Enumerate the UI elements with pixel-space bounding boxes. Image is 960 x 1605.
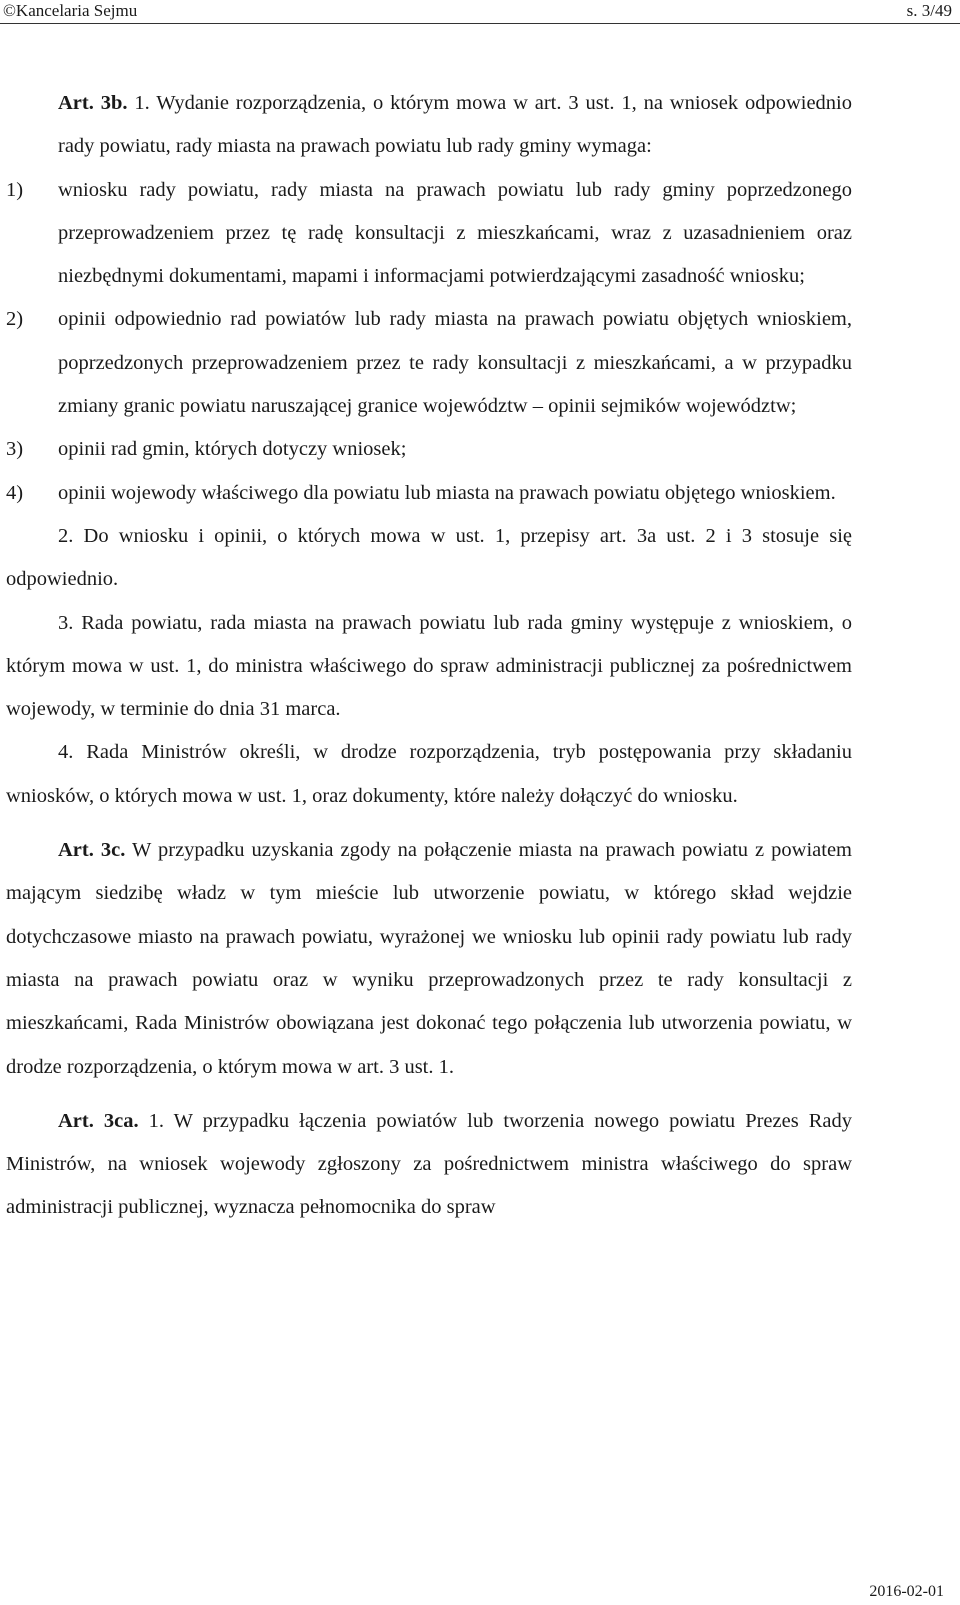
art-3ca-text: 1. W przypadku łączenia powiatów lub tworzenia nowego powiatu Prezes Rady Ministrów, na wniosek wojewody zgłoszony za pośrednictwem ministra właściwego do spraw administracji publicznej, wyznacza pełnomocnika do spraw	[6, 1109, 852, 1219]
art-3ca-paragraph	[6, 1100, 852, 1230]
art-3c-paragraph	[6, 829, 852, 1089]
list-item	[6, 169, 852, 299]
footer-date: 2016-02-01	[869, 1583, 944, 1600]
list-item-text: opinii odpowiednio rad powiatów lub rady miasta na prawach powiatu objętych wnioskiem, poprzedzonych przeprowadzeniem przez te rady konsultacji z mieszkańcami, a w przypadku zmiany granic powiatu naruszającej granice województw – opinii sejmików województw;	[58, 308, 852, 418]
art-3b-ust-3: 3. Rada powiatu, rada miasta na prawach powiatu lub rada gminy występuje z wnioskiem, o którym mowa w ust. 1, do ministra właściwego do spraw administracji publicznej za pośrednictwem wojewody, w terminie do dnia 31 marca.	[6, 611, 852, 721]
list-item-number: 3)	[6, 438, 24, 461]
list-item	[6, 298, 852, 428]
list-item	[6, 472, 852, 515]
page-number: s. 3/49	[906, 1, 952, 20]
art-3b-ust-4: 4. Rada Ministrów określi, w drodze rozporządzenia, tryb postępowania przy składaniu wniosków, o których mowa w ust. 1, oraz dokumenty, które należy dołączyć do wniosku.	[6, 741, 852, 807]
list-item-text: wniosku rady powiatu, rady miasta na prawach powiatu lub rady gminy poprzedzonego przeprowadzeniem przez tę radę konsultacji z mieszkańcami, wraz z uzasadnieniem oraz niezbędnymi dokumentami, mapami i informacjami potwierdzającymi zasadność wniosku;	[58, 178, 852, 288]
art-3b-paragraph-1	[6, 82, 852, 169]
document-body	[6, 82, 852, 1230]
list-item-number: 2)	[6, 308, 24, 331]
art-3b-ust-2: 2. Do wniosku i opinii, o których mowa w ust. 1, przepisy art. 3a ust. 2 i 3 stosuje się odpowiednio.	[6, 524, 852, 591]
art-3ca-label: Art. 3ca.	[58, 1109, 139, 1132]
art-3b-label: Art. 3b.	[58, 92, 128, 114]
list-item-text: opinii rad gmin, których dotyczy wniosek;	[58, 438, 407, 461]
art-3c-text: W przypadku uzyskania zgody na połączenie miasta na prawach powiatu z powiatem mającym siedzibę władz w tym mieście lub utworzenie powiatu, w którego skład wejdzie dotychczasowe miasto na prawach powiatu, wyrażonej we wniosku lub opinii rady powiatu lub rady miasta na prawach powiatu oraz w wyniku przeprowadzonych przez te rady konsultacji z mieszkańcami, Rada Ministrów obowiązana jest dokonać tego połączenia lub utworzenia powiatu, w drodze rozporządzenia, o którym mowa w art. 3 ust. 1.	[6, 839, 852, 1078]
list-item-text: opinii wojewody właściwego dla powiatu lub miasta na prawach powiatu objętego wnioskiem.	[58, 481, 836, 504]
list-item-number: 4)	[6, 481, 24, 504]
page-header	[0, 0, 960, 26]
header-rule	[0, 23, 960, 24]
list-item-number: 1)	[6, 178, 24, 201]
art-3b-ust-1-text: 1. Wydanie rozporządzenia, o którym mowa w art. 3 ust. 1, na wniosek odpowiednio rady powiatu, rady miasta na prawach powiatu lub rady gminy wymaga:	[58, 92, 853, 158]
copyright-label: ©Kancelaria Sejmu	[3, 1, 138, 20]
list-item	[6, 428, 852, 471]
art-3c-label: Art. 3c.	[58, 839, 126, 862]
